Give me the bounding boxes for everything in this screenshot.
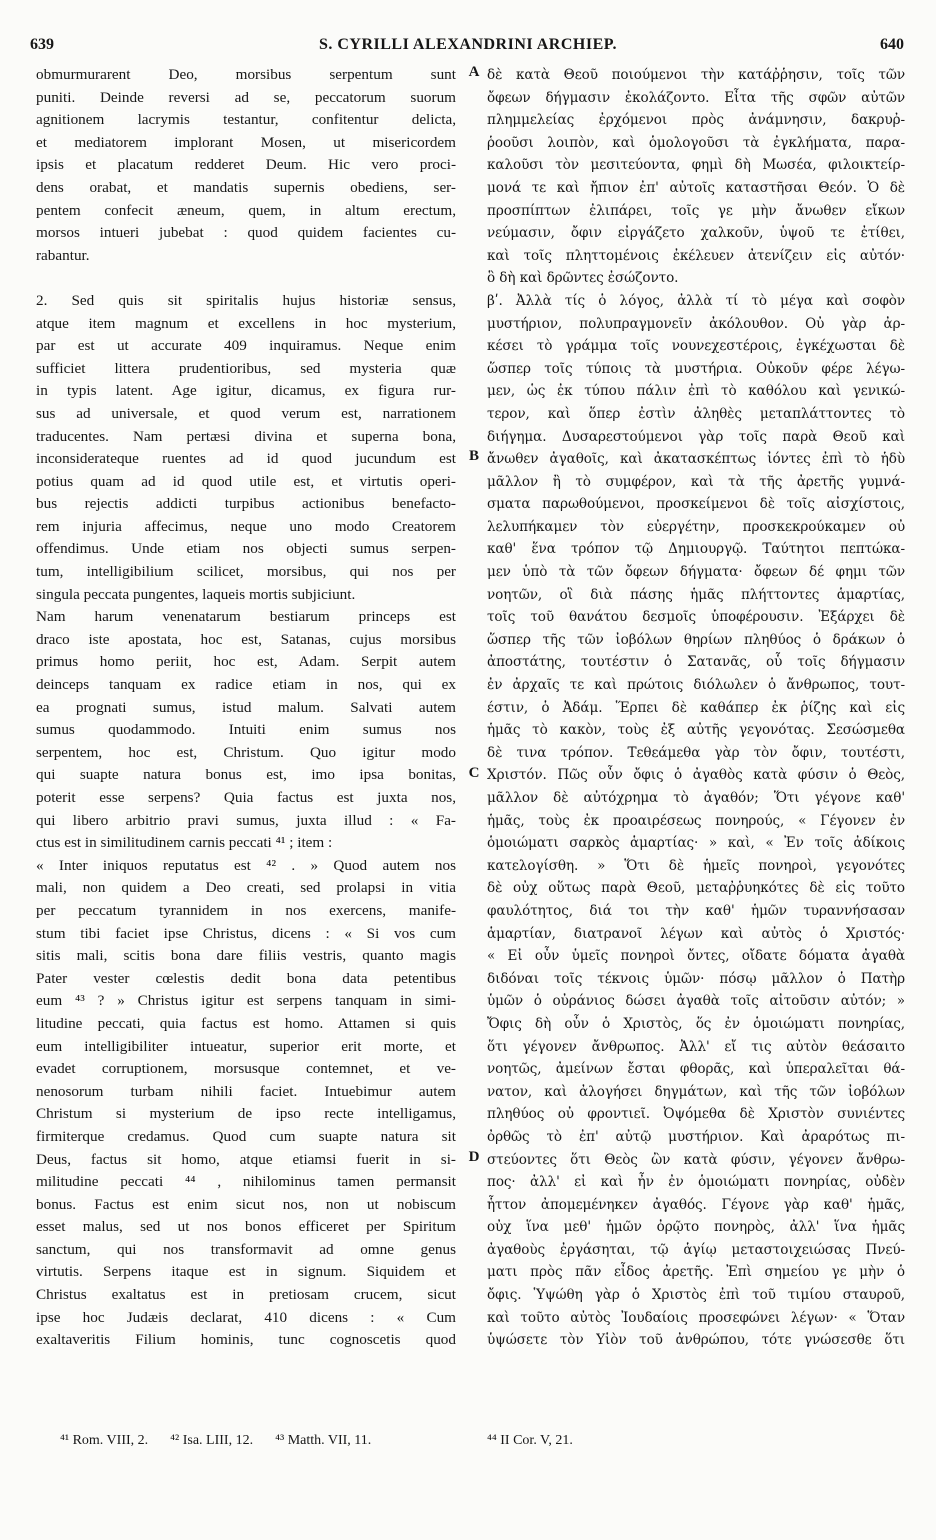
greek-line: μονά τε καὶ ἤπιον ἐπ' αὐτοῖς καταστῆσαι Θεόν. Ὁ δὲ: [487, 179, 905, 196]
latin-column: [36, 64, 456, 1540]
greek-line: μεν, ὡς ἐκ τύπου πάλιν ἐπὶ τὸ καθόλου καὶ γενικώ-: [487, 383, 905, 400]
greek-line: μᾶλλον δὲ αὐτόχρημα τὸ ἀγαθόν; Ὅτι γέγονε καθ': [487, 790, 905, 806]
greek-line: ῥοοῦσι λοιπὸν, καὶ ὁμολογοῦσι τὰ ἐγκλήματα, παρα-: [487, 134, 905, 151]
latin-line: bus rejectis addicti turpibus actionibus benefacto-: [36, 495, 456, 513]
section-marker-b: B: [468, 448, 479, 464]
footnote: ⁴³ Matth. VII, 11.: [275, 1433, 372, 1448]
greek-line: βʹ. Ἀλλὰ τίς ὁ λόγος, ἀλλὰ τί τὸ μέγα καὶ σοφὸν: [487, 292, 905, 309]
latin-line: draco iste apostata, hoc est, Satanas, cujus morsibus: [36, 630, 456, 648]
greek-line: Ὄφις δὴ οὖν ὁ Χριστὸς, ὅς ἐν ὁμοιώματι πονηρίας,: [487, 1015, 905, 1032]
latin-line: Christum si mysterium de ipso recte intelligamus,: [36, 1105, 456, 1123]
greek-line: ἐν ἀρχαῖς τε καὶ πρώτοις διόλωλεν ὁ ἄνθρωπος, τουτ-: [487, 677, 905, 694]
latin-line: atque item magnum et excellens in hoc mysterium,: [36, 314, 456, 332]
greek-line: πληθύος οὐ φροντιεῖ. Ὀψόμεθα δὲ Χριστὸν συνιέντες: [487, 1106, 905, 1123]
latin-line: primus homo periit, hoc est, Adam. Serpit autem: [36, 653, 456, 671]
greek-line: ἡμᾶς, τοὺς ἐκ προαιρέσεως πονηρούς, « Γέγονεν ἐν: [487, 812, 905, 829]
latin-line: singula peccata pungentes, laqueis mortis subjiciunt.: [36, 585, 356, 603]
page-number-right: 640: [880, 36, 904, 53]
greek-line: ἡμᾶς τὸ κακὸν, τοὺς ἐξ αὐτῆς γεγονότας. Σεσώσμεθα: [487, 722, 905, 739]
latin-line: stum tibi faciet ipse Christus, dicens : « Si vos cum: [36, 924, 456, 942]
latin-line: [36, 267, 456, 290]
latin-line: pentem confecit æneum, quem, in altum erectum,: [36, 201, 456, 219]
latin-line: esset malus, sed ut nos bonos efficeret per Spiritum: [36, 1218, 456, 1236]
greek-line: ἀποστάτης, τουτέστιν ὁ Σατανᾶς, οὗ τοῖς δήγμασιν: [487, 654, 905, 671]
greek-line: ἧττον ἀπομεμένηκεν ἀγαθός. Γέγονε γὰρ καθ' ἡμᾶς,: [487, 1196, 905, 1213]
greek-line: ὑμῶν ὁ οὐράνιος δώσει ἀγαθὰ τοῖς αἰτοῦσιν αὐτόν; »: [487, 993, 905, 1010]
latin-line: et mediatorem implorant Mosen, ut misericordem: [36, 133, 456, 151]
greek-line: δὲ οὐχ οὕτως παρὰ Θεοῦ, μεταῤῥυηκότες δὲ εἰς τοῦτο: [487, 880, 905, 897]
latin-line: sumus quodammodo. Intuiti enim sumus nos: [36, 721, 456, 739]
latin-line: rabantur.: [36, 246, 90, 264]
greek-line: ὅτι γέγονεν ἄνθρωπος. Ἀλλ' εἴ τις αὐτὸν θεάσαιτο: [487, 1038, 905, 1055]
latin-line: serpentem, hoc est, Christum. Quo igitur modo: [36, 743, 456, 761]
latin-line: deinceps tanquam ex radice etiam in nos, qui ex: [36, 676, 456, 694]
greek-line: διήγημα. Δυσαρεστούμενοι γὰρ τοῖς παρὰ Θεοῦ καὶ: [487, 428, 905, 445]
greek-line: στεύοντες ὅτι Θεὸς ὢν κατὰ φύσιν, γέγονεν ἄνθρω-: [487, 1151, 905, 1168]
greek-line: ἁμαρτίαν, διατρανοῖ λέγων καὶ αὐτὸς ὁ Χριστός·: [487, 925, 905, 942]
latin-line: firmiterque credamus. Quod cum suapte natura sit: [36, 1127, 456, 1145]
footnotes-right: [487, 1433, 905, 1455]
latin-line: morsos intueri jubebat : quod quidem facientes cu-: [36, 224, 456, 242]
latin-line: exaltaveritis Filium hominis, tunc cognoscetis quod: [36, 1331, 456, 1349]
latin-line: sitis mali, scitis bona dare filiis vestris, quanto magis: [36, 947, 456, 965]
greek-line: μᾶλλον ἢ τὸ συμφέρον, καὶ τὰ τῆς ἀρετῆς γυμνά-: [487, 473, 905, 490]
latin-line: dens orabat, et mandatis supernis obediens, ser-: [36, 178, 456, 196]
greek-line: ἀγαθοὺς ἐργάσηται, τῷ ἁγίῳ μεταστοιχειώσας Πνεύ-: [487, 1241, 905, 1258]
greek-line: ὄφεων δήγμασιν ἐκολάζοντο. Εἶτα τῆς σφῶν αὐτῶν: [487, 89, 905, 106]
greek-line: καλοῦσι τὸν μεσιτεύοντα, φημὶ δὴ Μωσέα, φιλοικτείρ-: [487, 157, 905, 174]
latin-line: ipsis et placatum redderet Deum. Hic vero proci-: [36, 156, 456, 174]
latin-line: ipse hoc Judæis declarat, 410 dicens : « Cum: [36, 1308, 456, 1326]
latin-line: offendimus. Unde etiam nos objecti sumus serpen-: [36, 540, 456, 558]
greek-line: ἄνωθεν ἀγαθοῖς, καὶ ἀκατασκέπτως ἰόντες ἐπὶ τὸ ἡδὺ: [487, 451, 905, 468]
greek-column: [487, 64, 905, 1540]
latin-line: tum, intelligibilium scilicet, morsibus, qui nos per: [36, 563, 456, 581]
greek-line: διδόναι τοῖς τέκνοις ὑμῶν· πόσῳ μᾶλλον ὁ Πατὴρ: [487, 970, 905, 987]
latin-line: 2. Sed quis sit spiritalis hujus historiæ sensus,: [36, 291, 456, 309]
latin-line: per peccatum tyrannidem in nos exercens, manife-: [36, 901, 456, 919]
greek-line: οὐχ ἵνα μεθ' ἡμῶν ὀρῷτο πονηρὸς, ἀλλ' ἵνα ἡμᾶς: [487, 1219, 905, 1236]
latin-line: qui libero arbitrio pravi sumus, juxta illud : « Fa-: [36, 811, 456, 829]
latin-line: ea prognati sumus, istud malum. Salvati autem: [36, 698, 456, 716]
latin-line: sufficiet littera prudentioribus, sed mysteria quæ: [36, 359, 456, 377]
latin-line: in typis latent. Age igitur, dicamus, ex figura rur-: [36, 382, 456, 400]
latin-line: Nam harum venenatarum bestiarum princeps est: [36, 608, 456, 626]
greek-line: ὃ δὴ καὶ δρῶντες ἐσώζοντο.: [487, 270, 679, 287]
latin-line: ctus est in similitudinem carnis peccati ⁴¹ ; item :: [36, 834, 333, 852]
latin-line: agnitionem lacrymis testantur, confitentur delicta,: [36, 111, 456, 129]
latin-line: obmurmurarent Deo, morsibus serpentum sunt: [36, 66, 456, 83]
latin-line: rem injuria affecimus, neque uno modo Creatorem: [36, 517, 456, 535]
latin-line: evadet corruptionem, morsusque contemnet, et ve-: [36, 1060, 456, 1078]
latin-line: Deus, factus sit homo, atque etiamsi fuerit in si-: [36, 1150, 456, 1168]
page-header: [30, 36, 906, 60]
latin-line: « Inter iniquos reputatus est ⁴² . » Quod autem nos: [36, 856, 456, 874]
greek-line: μυστήριον, πολυπραγμονεῖν ἀκόλουθον. Οὐ γὰρ ἀρ-: [487, 315, 905, 332]
latin-line: poterit esse serpens? Quia factus est juxta nos,: [36, 789, 456, 806]
greek-line: Χριστόν. Πῶς οὖν ὄφις ὁ ἀγαθὸς κατὰ φύσιν ὁ Θεὸς,: [487, 767, 905, 784]
greek-line: νεύμασιν, ὄφιν εἰργάζετο χαλκοῦν, ὑψοῦ τε ἐτίθει,: [487, 225, 905, 242]
greek-line: ματι πρὸς πᾶν εἶδος ἀρετῆς. Ἐπὶ σημείου γε μὴν ὁ: [487, 1264, 905, 1281]
greek-line: φαυλότητος, διά τοι τὴν καθ' ἡμῶν τυραννήσασαν: [487, 902, 905, 919]
page-number-left: 639: [30, 36, 54, 53]
greek-line: τερον, καὶ ὅπερ ἐστὶν ἀληθὲς μεταπλάττοντες τὸ: [487, 405, 905, 422]
latin-line: sanctum, qui nos transformavit ad omne genus: [36, 1240, 456, 1258]
latin-line: traducentes. Nam pertæsi divina et superna bona,: [36, 427, 456, 445]
greek-line: νατον, καὶ ἀλογήσει δηγμάτων, καὶ τῆς τῶν ἰοβόλων: [487, 1083, 905, 1100]
footnote: ⁴¹ Rom. VIII, 2.: [60, 1433, 149, 1448]
latin-line: bonus. Factus est enim sicut nos, non ut nobiscum: [36, 1195, 456, 1213]
greek-line: καὶ τοῦτο αὐτὸς Ἰουδαίοις προσεφώνει λέγων· « Ὅταν: [487, 1309, 905, 1326]
footnote: ⁴⁴ II Cor. V, 21.: [487, 1433, 573, 1448]
latin-line: par est ut accurate 409 inquiramus. Neque enim: [36, 337, 456, 355]
latin-line: puniti. Deinde reversi ad se, peccatorum suorum: [36, 88, 456, 106]
greek-line: ὥσπερ τοῖς τύποις τὰ μυστήρια. Οὐκοῦν φέρε λέγω-: [487, 360, 905, 377]
greek-line: « Εἰ οὖν ὑμεῖς πονηροὶ ὄντες, οἴδατε δόματα ἀγαθὰ: [487, 948, 905, 965]
greek-line: ὄφις. Ὑψώθη γὰρ ὁ Χριστὸς ἐπὶ τοῦ τιμίου σταυροῦ,: [487, 1287, 905, 1304]
latin-line: inconsiderateque ruentes ad id quod jucundum est: [36, 450, 456, 468]
latin-line: eum ⁴³ ? » Christus igitur est serpens tanquam in simi-: [36, 992, 456, 1010]
greek-line: ὥσπερ τῆς τῶν ἰοβόλων θηρίων πληθύος ὁ δράκων ὁ: [487, 631, 905, 648]
greek-line: νοητῶν, οἳ διὰ πάσης ἡμᾶς πλήττοντες ἁμαρτίας,: [487, 586, 905, 603]
section-marker-c: C: [468, 765, 480, 781]
greek-line: ὑψώσετε τὸν Υἱὸν τοῦ ἀνθρώπου, τότε γνώσεσθε ὅτι: [487, 1332, 905, 1349]
greek-line: κατελογίσθη. » Ὅτι δὲ ἡμεῖς πονηροὶ, γεγονότες: [487, 857, 905, 874]
greek-line: ὁμοιώματι σαρκὸς ἁμαρτίας· » καὶ, « Ἐν τοῖς ἀδίκοις: [487, 835, 905, 852]
latin-line: mali, non quidem a Deo creati, sed prolapsi in vitia: [36, 879, 456, 897]
greek-line: δὲ τινα τρόπον. Τεθεάμεθα γὰρ τὸν ὄφιν, τουτέστι,: [487, 744, 905, 761]
footnotes-left: [60, 1433, 470, 1455]
latin-line: sus ad universale, et quod verum est, narrationem: [36, 404, 456, 422]
greek-line: προσπίπτων ἐλιπάρει, τοῖς γε μὴν ἄνωθεν εἴκων: [487, 202, 905, 219]
running-title: S. CYRILLI ALEXANDRINI ARCHIEP.: [318, 36, 618, 53]
greek-line: σματα παρωθούμενοι, προσκείμενοι δὲ τοῖς αἰσχίστοις,: [487, 496, 905, 513]
greek-line: έστιν, ὁ Ἀδάμ. Ἕρπει δὲ καθάπερ ἐκ ῥίζης καὶ εἰς: [487, 699, 905, 716]
latin-line: Pater vester cœlestis dedit bona data petentibus: [36, 969, 456, 987]
latin-line: virtutis. Serpens itaque est in signum. Siquidem et: [36, 1263, 456, 1281]
latin-line: qui suapte natura bonus est, imo ipsa bonitas,: [36, 766, 456, 784]
latin-line: nenosorum turbam nihili faciet. Intuebimur autem: [36, 1082, 456, 1100]
latin-line: litudine peccati, quia factus est homo. Attamen si quis: [36, 1014, 456, 1032]
section-marker-d: D: [468, 1149, 480, 1165]
greek-line: καὶ τοῖς πληττομένοις ἐκέλευεν ἀτενίζειν εἰς αὐτόν·: [487, 247, 905, 264]
latin-line: Christus exaltatus est in pretiosam crucem, sicut: [36, 1286, 456, 1304]
greek-line: κέσει τὸ γράμμα τοῖς νουνεχεστέροις, ἐγκέχωσται δὲ: [487, 338, 905, 355]
section-marker-a: A: [468, 64, 480, 80]
footnote: ⁴² Isa. LIII, 12.: [170, 1433, 254, 1448]
latin-line: potius quam ad id quod utile est, et virtutis operi-: [36, 472, 456, 490]
latin-line: militudine peccati ⁴⁴ , nihilominus tamen permansit: [36, 1173, 456, 1191]
greek-line: πος· ἀλλ' εἰ καὶ ἦν ἐν ὁμοιώματι πονηρίας, οὐδὲν: [487, 1174, 905, 1191]
latin-line: eum intelligibiliter intueatur, superior erit morte, et: [36, 1037, 456, 1055]
greek-line: λελυπήκαμεν τὸν εὐεργέτην, προσκεκρούκαμεν οὐ: [487, 518, 905, 535]
greek-line: τοῖς τοῦ θανάτου δεσμοῖς ὑποφέρουσιν. Ἐξάρχει δὲ: [487, 609, 905, 626]
greek-line: δὲ κατὰ Θεοῦ ποιούμενοι τὴν κατάῤῥησιν, τοῖς τῶν: [487, 67, 905, 83]
greek-line: μεν ὑπὸ τὰ τῶν ὄφεων δήγματα· ὄφεων δέ φημι τῶν: [487, 564, 905, 581]
greek-line: ὀρθῶς τὸ ἐπ' αὐτῷ μυστήριον. Καὶ ἀραρότως πι-: [487, 1128, 905, 1145]
greek-line: πλημμελείας ἐρχόμενοι πρὸς ἀνάμνησιν, δακρυῤ-: [487, 112, 905, 129]
greek-line: νοητῶς, ἀμείνων ἔσται φθορᾶς, καὶ ὑπεραλεῖται θά-: [487, 1061, 905, 1078]
greek-line: καθ' ἕνα τρόπον τῷ Δημιουργῷ. Ταύτητοι πεπτώκα-: [487, 541, 905, 558]
